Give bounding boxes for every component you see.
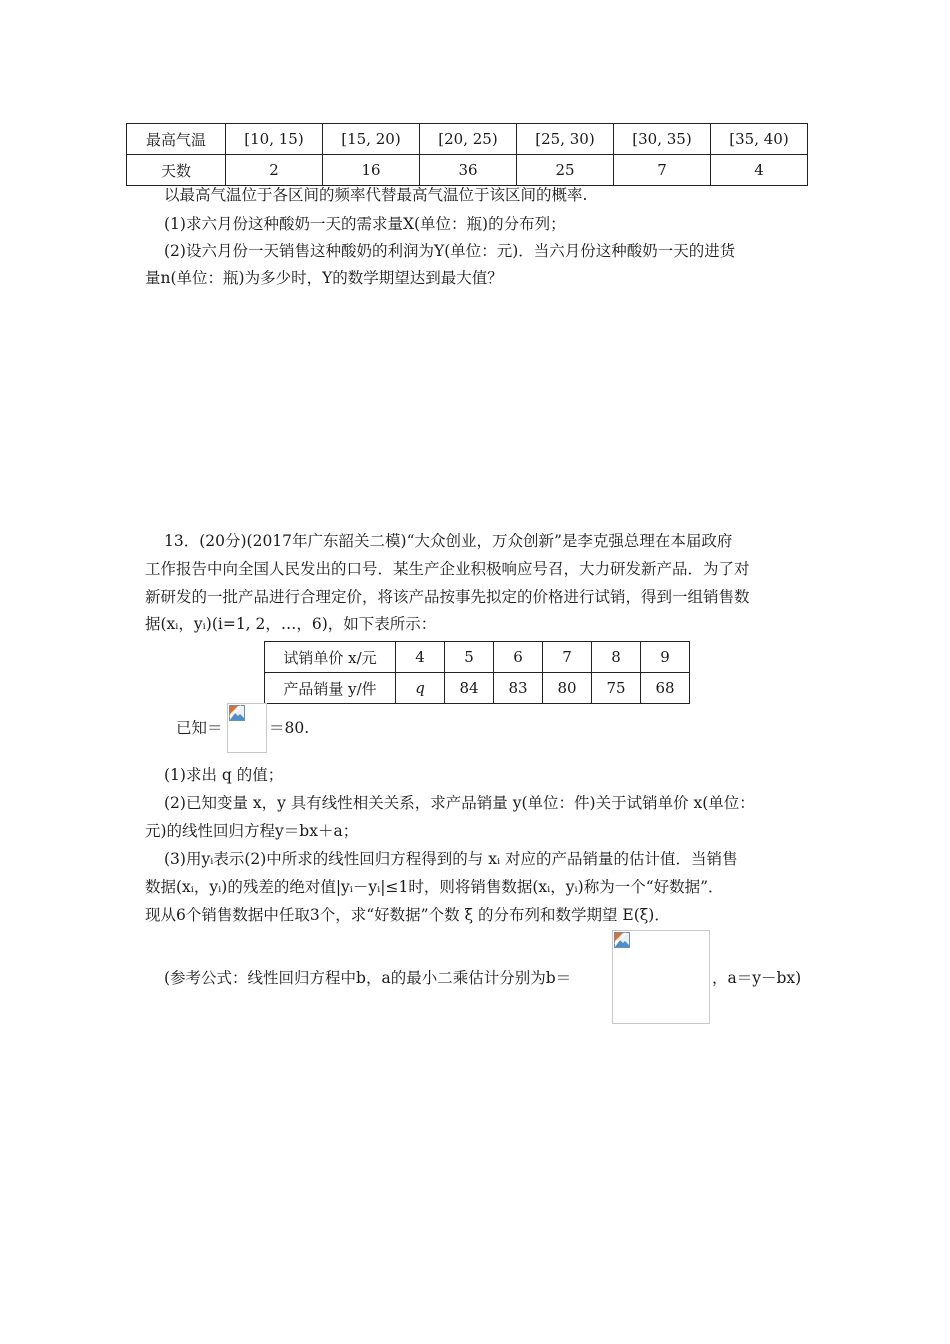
price-row-label: 试销单价 x/元 [265,642,396,673]
price-cell: 4 [396,642,445,673]
volume-cell: q [396,673,445,704]
q12-intro: 以最高气温位于各区间的频率代替最高气温位于该区间的概率. [164,186,588,204]
days-cell: 4 [711,155,808,186]
price-cell: 8 [592,642,641,673]
temperature-table [126,123,808,186]
known-prefix: 已知＝ [176,719,223,737]
q13-part3-line3: 现从6个销售数据中任取3个，求“好数据”个数 ξ 的分布列和数学期望 E(ξ)． [145,906,670,924]
interval-cell: [20, 25) [420,124,517,155]
table-row [265,642,690,673]
known-suffix: ＝80. [269,719,310,737]
interval-cell: [15, 20) [323,124,420,155]
q13-part3-line1: (3)用yᵢ表示(2)中所求的线性回归方程得到的与 xᵢ 对应的产品销量的估计值．当销售 [164,850,738,868]
interval-cell: [25, 30) [517,124,614,155]
broken-image [227,703,267,753]
q12-part2-line1: (2)设六月份一天销售这种酸奶的利润为Y(单位：元)．当六月份这种酸奶一天的进货 [164,242,736,260]
q13-part2-line1: (2)已知变量 x，y 具有线性相关关系，求产品销量 y(单位：件)关于试销单价 x(单位： [164,794,755,812]
volume-cell: 75 [592,673,641,704]
interval-cell: [30, 35) [614,124,711,155]
table-row [127,124,808,155]
q13-line2: 工作报告中向全国人民发出的口号．某生产企业积极响应号召，大力研发新产品．为了对 [145,560,750,578]
days-cell: 16 [323,155,420,186]
volume-row-label: 产品销量 y/件 [265,673,396,704]
days-cell: 25 [517,155,614,186]
interval-cell: [10, 15) [226,124,323,155]
price-cell: 6 [494,642,543,673]
volume-cell: 83 [494,673,543,704]
days-row-label: 天数 [127,155,226,186]
q13-line1: 13．(20分)(2017年广东韶关二模)“大众创业，万众创新”是李克强总理在本届政府 [164,532,733,550]
sales-table [264,641,690,704]
broken-image-icon [229,705,245,721]
q12-part1: (1)求六月份这种酸奶一天的需求量X(单位：瓶)的分布列； [164,215,566,233]
q13-line4: 据(xᵢ，yᵢ)(i=1, 2，…，6)，如下表所示： [145,615,437,633]
volume-cell: 68 [641,673,690,704]
volume-cell: 80 [543,673,592,704]
temp-header-label: 最高气温 [127,124,226,155]
interval-cell: [35, 40) [711,124,808,155]
price-cell: 5 [445,642,494,673]
ref-formula-suffix: ，a＝y－bx) [712,969,802,987]
table-row [127,155,808,186]
broken-image-icon [614,932,630,948]
days-cell: 7 [614,155,711,186]
days-cell: 36 [420,155,517,186]
formula-image [612,930,710,1024]
q13-part2-line2: 元)的线性回归方程y＝bx＋a； [145,822,359,840]
price-cell: 7 [543,642,592,673]
q12-part2-line2: 量n(单位：瓶)为多少时，Y的数学期望达到最大值？ [145,269,503,287]
price-cell: 9 [641,642,690,673]
table-row [265,673,690,704]
ref-formula-prefix: (参考公式：线性回归方程中b，a的最小二乘估计分别为b＝ [164,969,572,987]
q13-line3: 新研发的一批产品进行合理定价，将该产品按事先拟定的价格进行试销，得到一组销售数 [145,588,750,606]
days-cell: 2 [226,155,323,186]
q13-part1: (1)求出 q 的值； [164,766,284,784]
q13-part3-line2: 数据(xᵢ，yᵢ)的残差的绝对值|yᵢ－yᵢ|≤1时，则将销售数据(xᵢ，yᵢ)称为一个“好数据”． [145,878,724,896]
volume-cell: 84 [445,673,494,704]
